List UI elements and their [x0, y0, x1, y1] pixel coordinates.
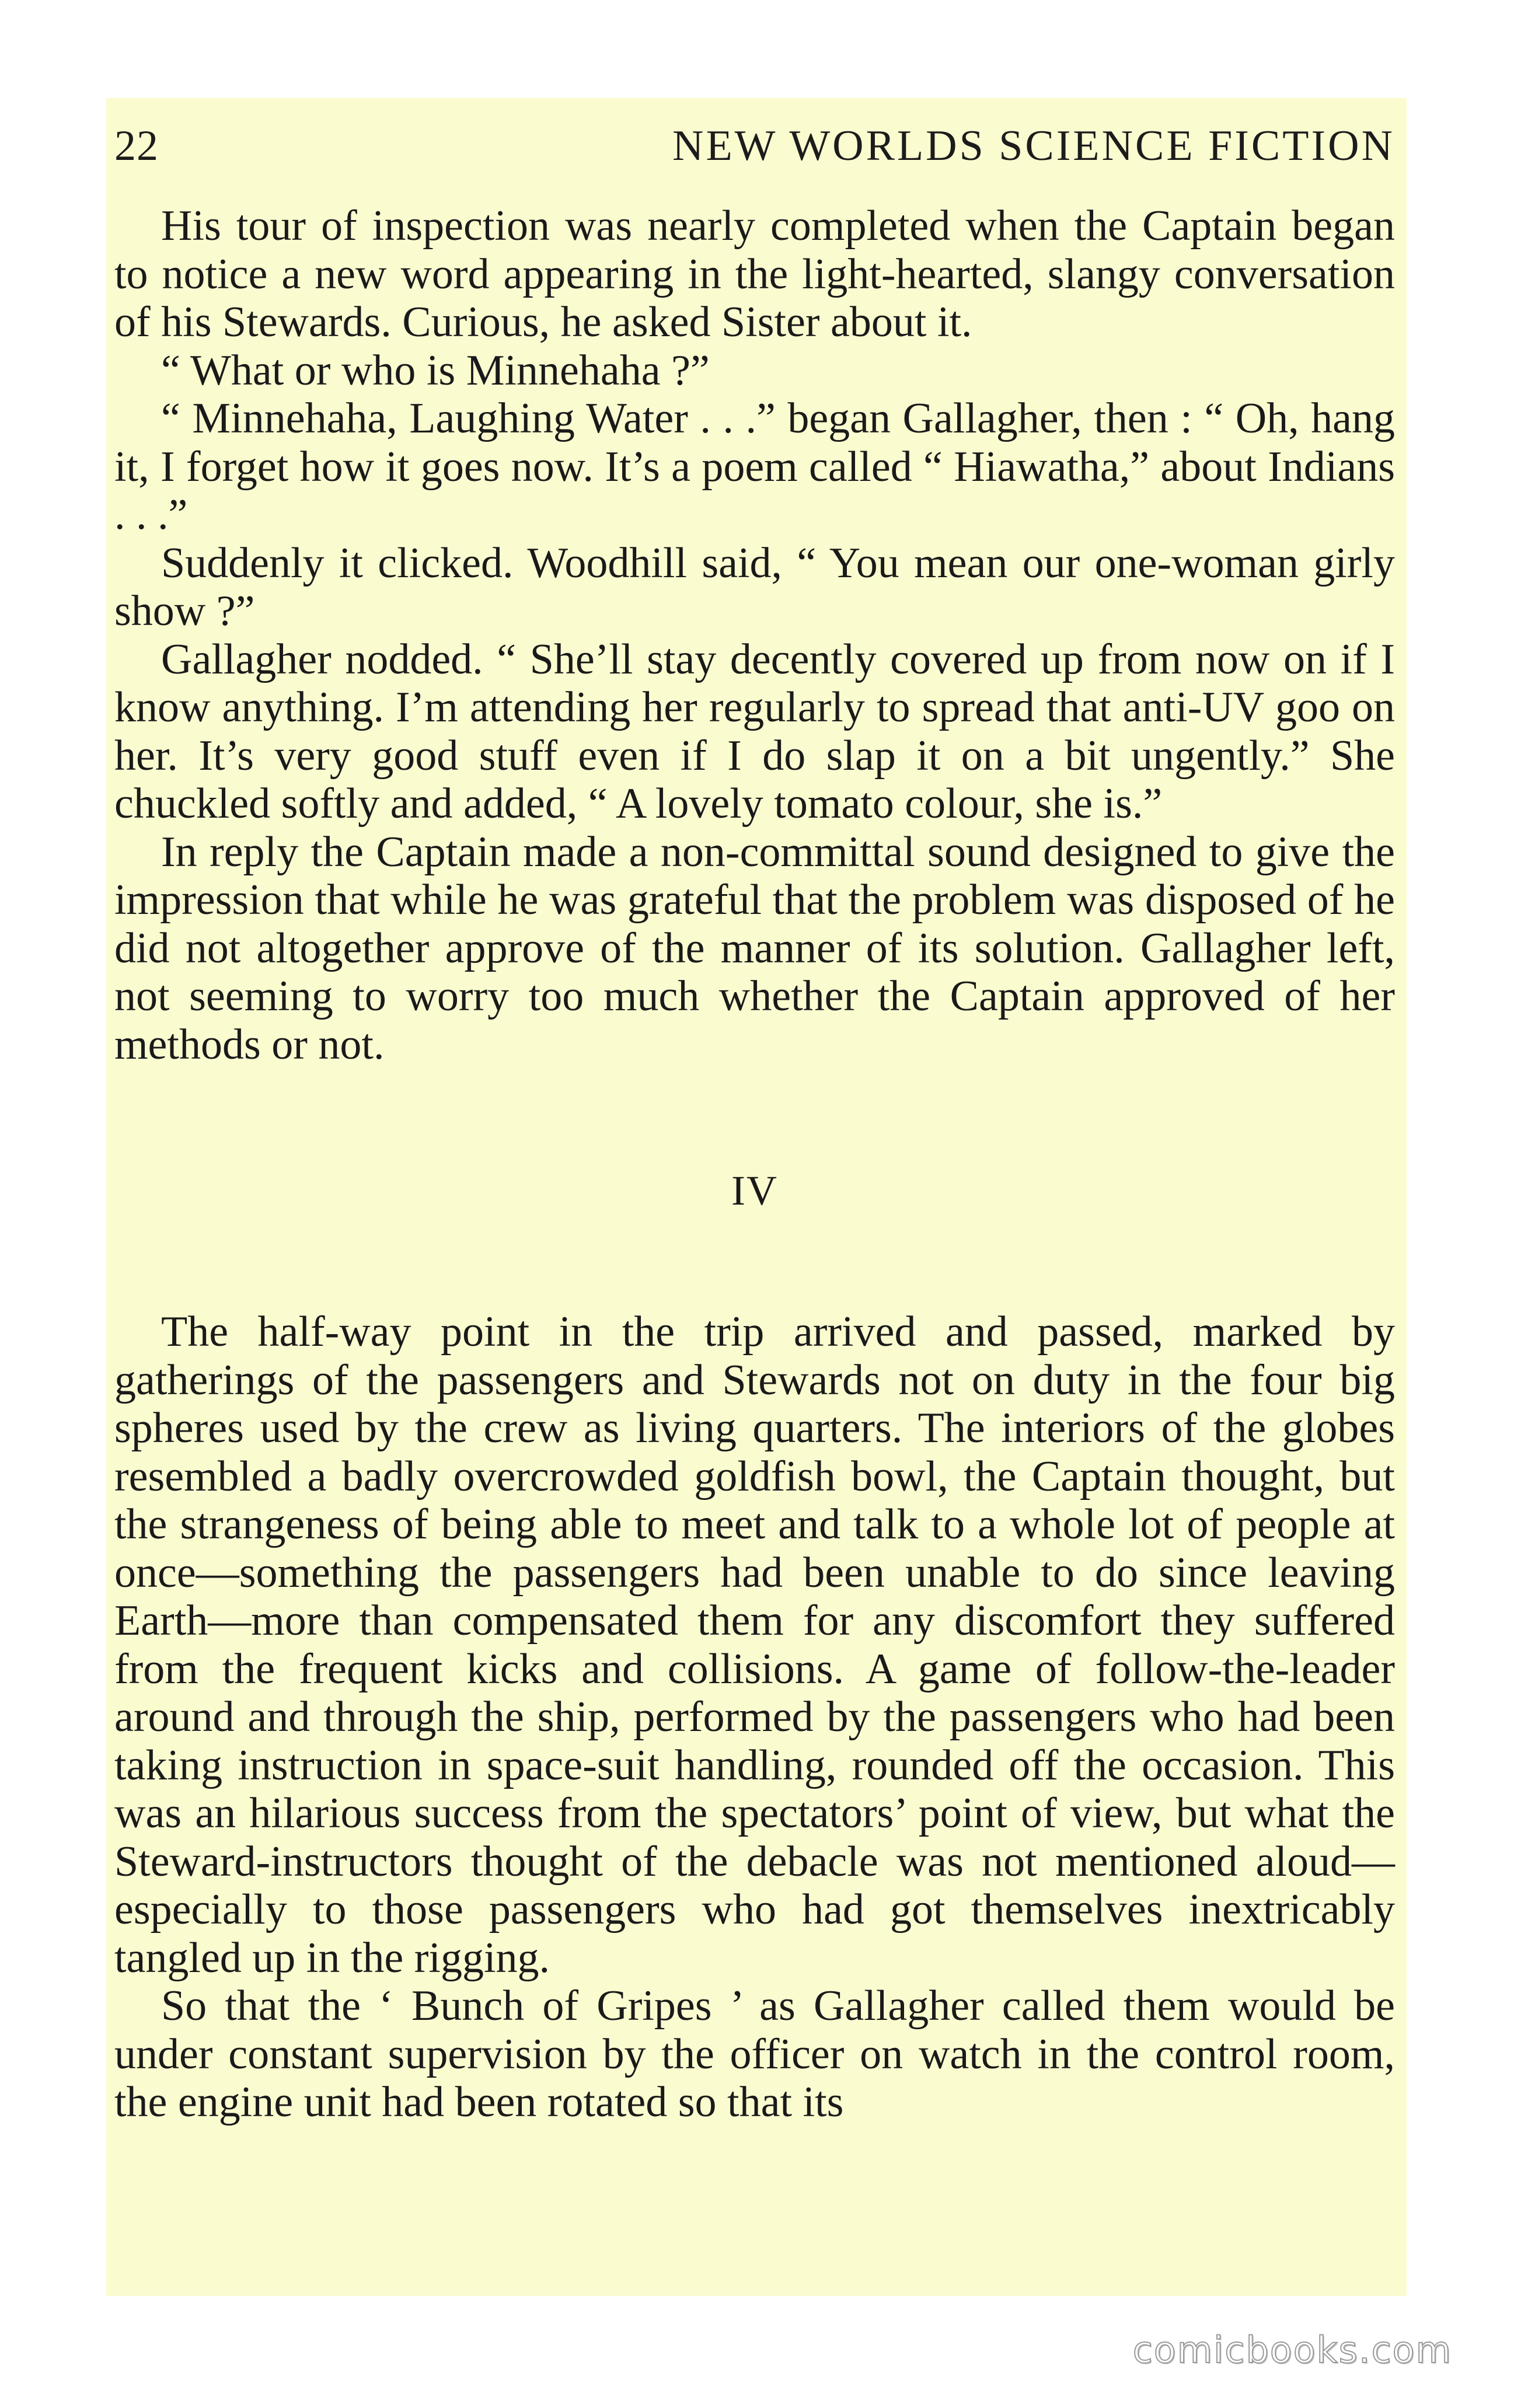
book-page: [106, 98, 1407, 2296]
paragraph: “ What or who is Minnehaha ?”: [161, 346, 710, 395]
site-watermark: comicbooks.com: [1132, 2329, 1452, 2371]
page-number: 22: [114, 122, 159, 170]
paragraph: The half-way point in the trip arrived and passed, marked by gatherings of the passengers and Stewards not on duty in the four big spheres used by the crew as living quarters. The interiors of the globes resembled a badly overcrowded goldfish bowl, the Captain thought, but the strangeness of being able to meet and talk to a whole lot of people at once—something the passengers had been unable to do since leaving Earth—more than compensated them for any discomfort they suffered from the frequent kicks and collisions. A game of follow-the-leader around and through the ship, performed by the passengers who had been taking instruction in space-suit handling, rounded off the occasion. This was an hilarious success from the spectators’ point of view, but what the Steward-instructors thought of the debacle was not mentioned aloud—especially to those passengers who had got themselves inextricably tangled up in the rigging.: [114, 1308, 1395, 1982]
body-text: [114, 202, 1395, 2127]
paragraph: Suddenly it clicked. Woodhill said, “ You mean our one-woman girly show ?”: [114, 539, 1395, 635]
paragraph: So that the ‘ Bunch of Gripes ’ as Gallagher called them would be under constant supervision by the officer on watch in the control room, the engine unit had been rotated so that its: [114, 1982, 1395, 2126]
section-heading: IV: [731, 1167, 778, 1214]
paragraph: “ Minnehaha, Laughing Water . . .” began Gallagher, then : “ Oh, hang it, I forget how it goes now. It’s a poem called “ Hiawatha,” about Indians . . .”: [114, 395, 1395, 539]
page-header: [114, 121, 1395, 170]
paragraph: His tour of inspection was nearly completed when the Captain began to notice a new word appearing in the light-hearted, slangy conversation of his Stewards. Curious, he asked Sister about it.: [114, 202, 1395, 346]
running-title: NEW WORLDS SCIENCE FICTION: [672, 122, 1395, 170]
paragraph: In reply the Captain made a non-committal sound designed to give the impression that while he was grateful that the problem was disposed of he did not altogether approve of the manner of its solution. Gallagher left, not seeming to worry too much whether the Captain approved of her methods or not.: [114, 828, 1395, 1069]
paragraph: Gallagher nodded. “ She’ll stay decently covered up from now on if I know anything. I’m attending her regularly to spread that anti-UV goo on her. It’s very good stuff even if I do slap it on a bit ungently.” She chuckled softly and added, “ A lovely tomato colour, she is.”: [114, 635, 1395, 828]
